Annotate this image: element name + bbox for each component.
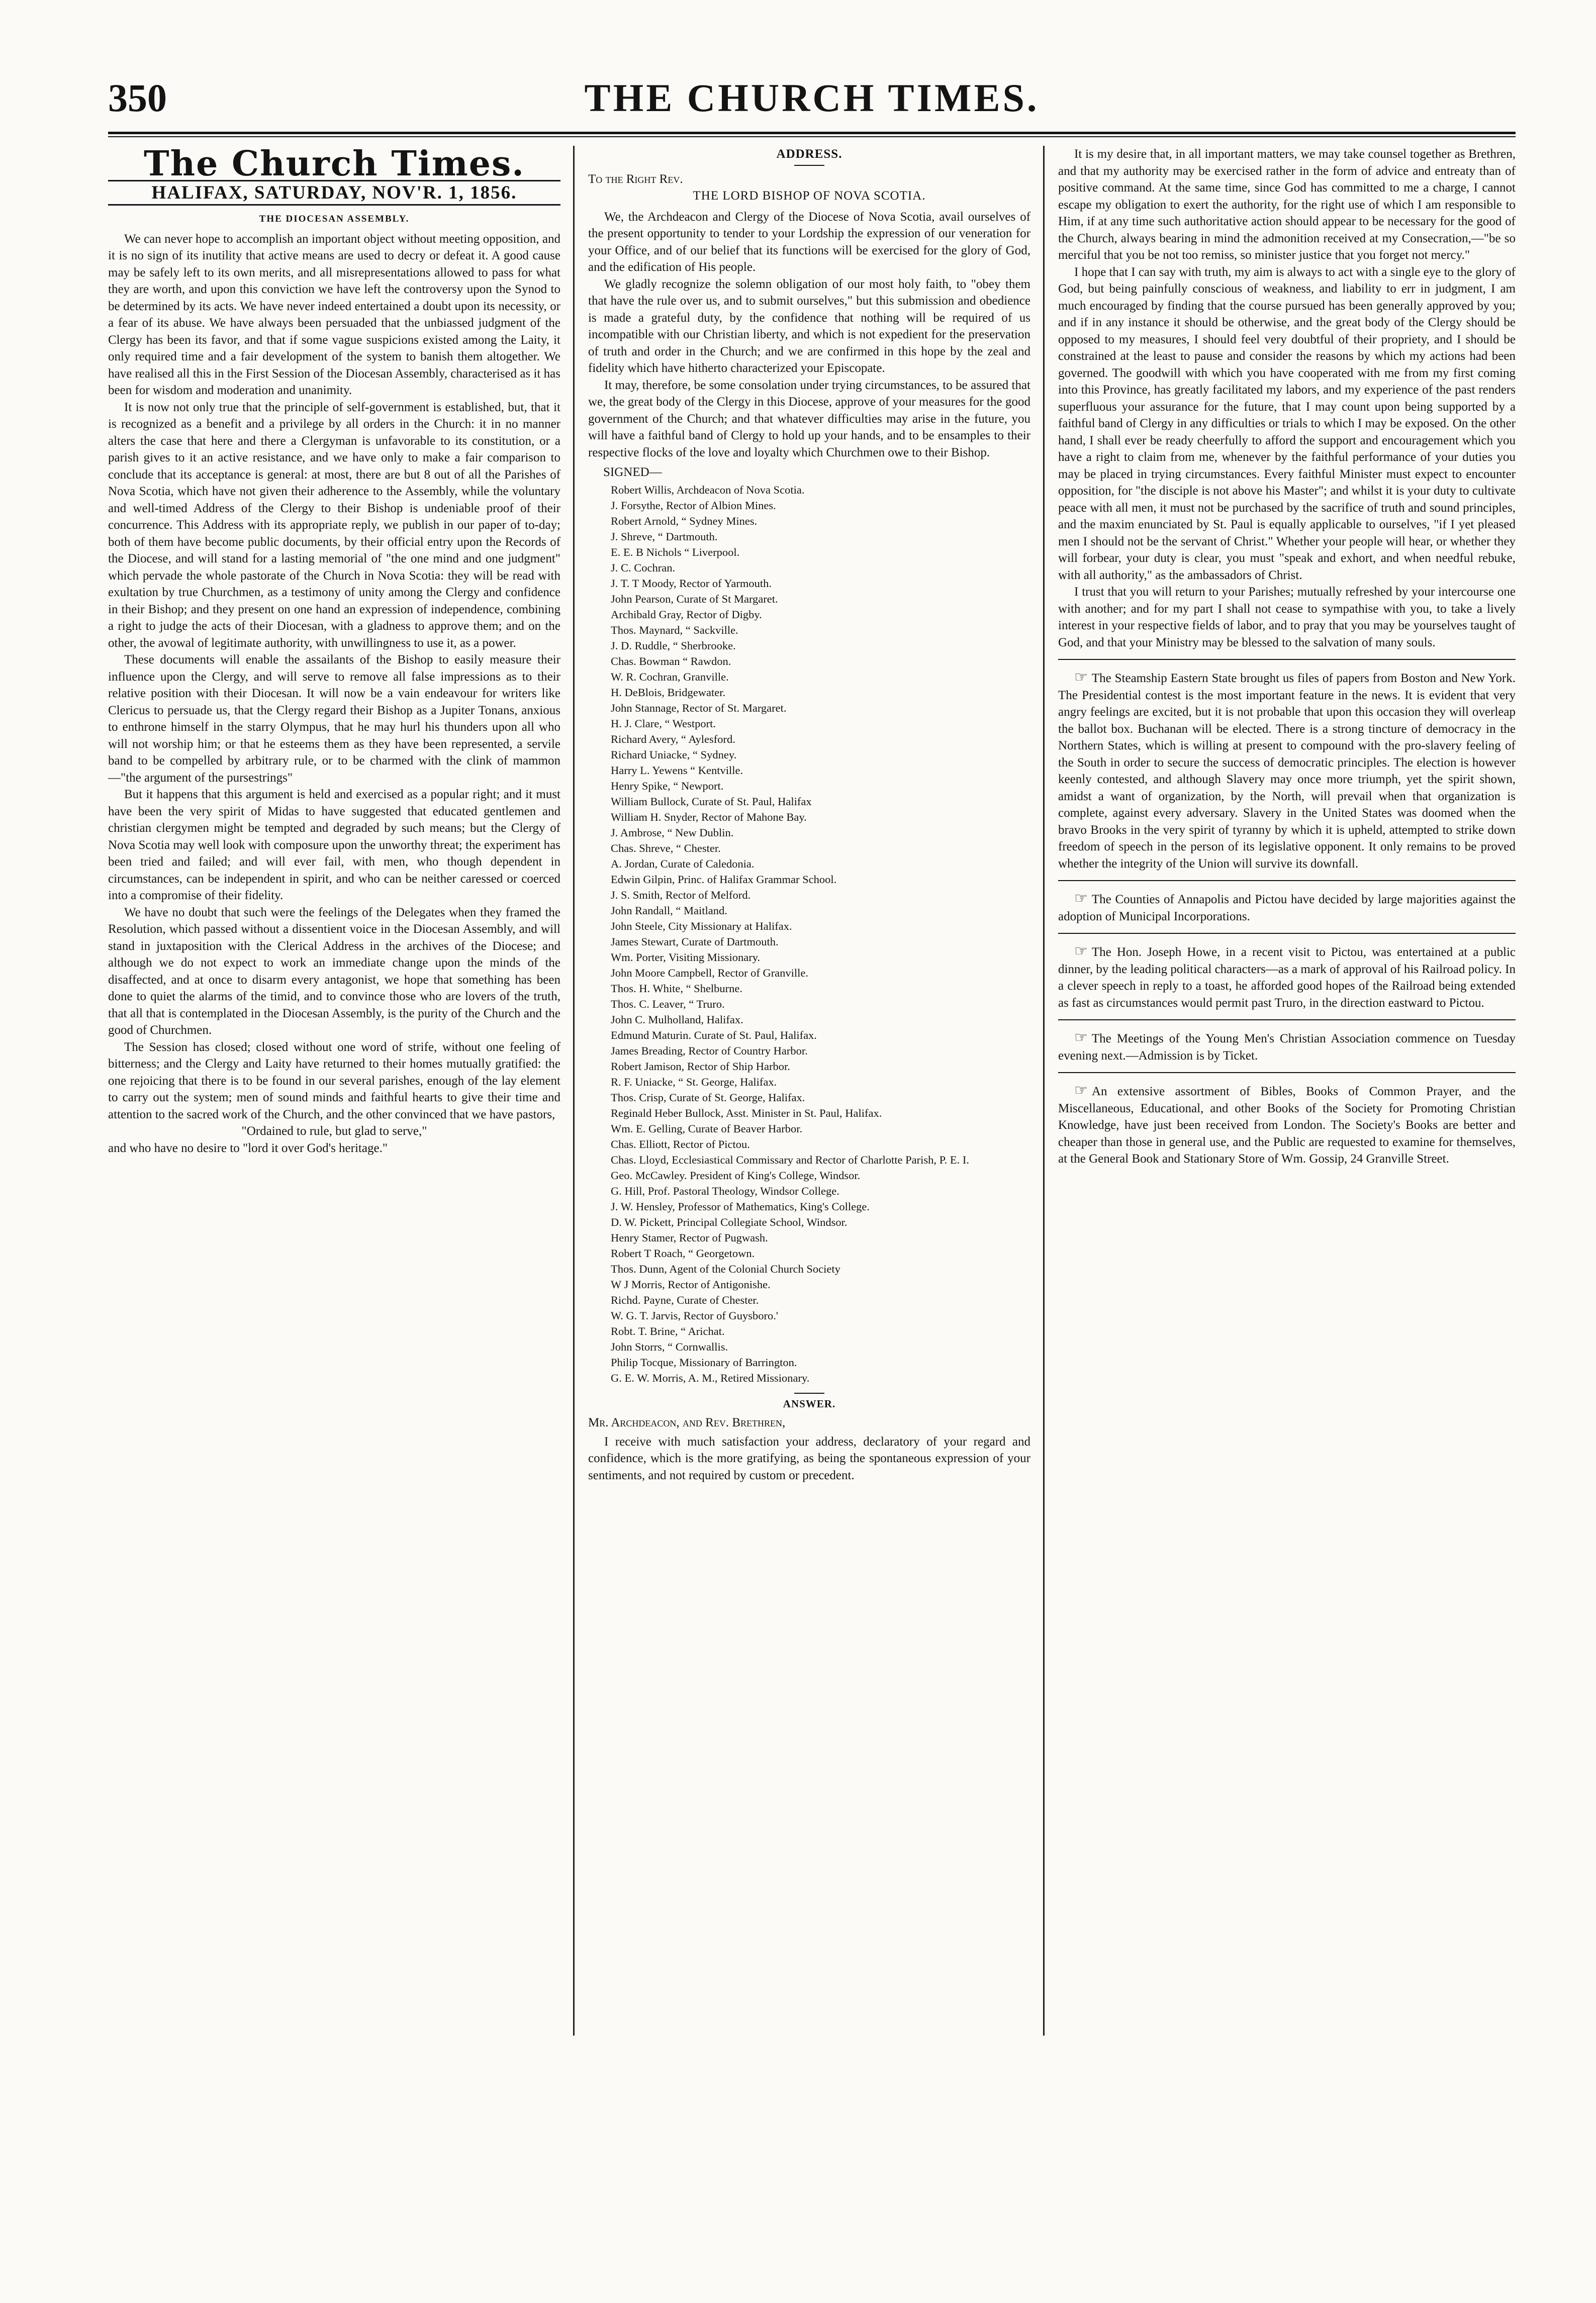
- signed-label: SIGNED—: [603, 465, 662, 479]
- masthead-title: The Church Times.: [144, 146, 525, 184]
- signatory: John Stannage, Rector of St. Margaret.: [611, 701, 787, 714]
- header-rule: [108, 132, 1516, 134]
- reply-paragraph: I hope that I can say with truth, my aim is always to act with a single eye to the glory of God, but being painfully conscious of weakness, and liability to err in judgment, I am much encouraged by finding that the course pursued has been generally approved by you; and if in any instance it should be otherwise, and the great body of the Clergy should be opposed to my measures, I should feel very doubtful of their propriety, and I should be constrained at the least to pause and consider the reasons by which my actions had been governed. The goodwill with which you have cooperated with me from my first coming into this Province, has greatly facilitated my labors, and my experience of the past renders superfluous your assurance for the future, that I may count upon being supported by a faithful band of Clergy in any difficulties or trials to which I may be exposed. On the other hand, I shall ever be ready cheerfully to afford the support and encouragement which you have a right to claim from me, whenever by the faithful performance of your duties you may be placed in trying circumstances. Every faithful Minister must expect to encounter opposition, for "the disciple is not above his Master"; and whilst it is your duty to cultivate peace with all men, it must not be purchased by the sacrifice of truth and sound principles, and the maxim enunciated by St. Paul is equally applicable to ourselves, "if I yet pleased men I should not be the servant of Christ." Whether your people will hear, or whether they will forbear, your duty is clear, you must "speak and exhort, and when needful rebuke, with all authority," as the ambassadors of Christ.: [1058, 265, 1516, 582]
- address-recipient-title: THE LORD BISHOP OF NOVA SCOTIA.: [693, 189, 926, 203]
- pointing-hand-icon: ☞: [1074, 1029, 1088, 1046]
- quotation: "Ordained to rule, but glad to serve,": [241, 1124, 427, 1138]
- signatory: Archibald Gray, Rector of Digby.: [611, 608, 762, 621]
- pointing-hand-icon: ☞: [1074, 669, 1088, 686]
- signatory: Robert Jamison, Rector of Ship Harbor.: [611, 1060, 790, 1073]
- signatory: A. Jordan, Curate of Caledonia.: [611, 857, 755, 870]
- signatory: Thos. Dunn, Agent of the Colonial Church Society: [611, 1262, 840, 1275]
- signatory: John Storrs, “ Cornwallis.: [611, 1340, 728, 1353]
- news-text: The Meetings of the Young Men's Christian Association commence on Tuesday evening next.—Admission is by Ticket.: [1058, 1032, 1516, 1063]
- paper-title: THE CHURCH TIMES.: [584, 76, 1040, 120]
- signatory: Geo. McCawley. President of King's College, Windsor.: [611, 1169, 861, 1182]
- signatory: Richard Uniacke, “ Sydney.: [611, 748, 737, 761]
- signatory: W. G. T. Jarvis, Rector of Guysboro.': [611, 1309, 778, 1322]
- signatory: Robert T Roach, “ Georgetown.: [611, 1246, 755, 1260]
- reply-paragraph: It is my desire that, in all important matters, we may take counsel together as Brethren, and that my authority may be exercised rather in the form of advice and entreaty than of positive command. At the same time, since God has committed to me a charge, I cannot escape my obligation to exert the authority, for the right use of which I am responsible to Him, if at any time such authoritative action should appear to be necessary for the good of the Church, always bearing in mind the admonition received at my Consecration,—"be so merciful that you be not too remiss, so minister justice that you forget not mercy.": [1058, 147, 1516, 262]
- news-item: [1058, 880, 1516, 925]
- signatory: John Pearson, Curate of St Margaret.: [611, 592, 778, 605]
- news-item: [1058, 1072, 1516, 1168]
- page-header: [108, 75, 1516, 131]
- newspaper-page: [108, 75, 1516, 2086]
- signatory: Reginald Heber Bullock, Asst. Minister in St. Paul, Halifax.: [611, 1106, 882, 1119]
- answer-heading: ANSWER.: [783, 1397, 836, 1410]
- signatory: Henry Stamer, Rector of Pugwash.: [611, 1231, 768, 1244]
- signatory: Edwin Gilpin, Princ. of Halifax Grammar School.: [611, 873, 837, 886]
- pointing-hand-icon: ☞: [1074, 943, 1088, 959]
- address-recipient: To the Right Rev.: [588, 172, 683, 186]
- article-subhead: THE DIOCESAN ASSEMBLY.: [259, 214, 410, 224]
- divider: [794, 1393, 824, 1394]
- pointing-hand-icon: ☞: [1074, 890, 1088, 907]
- address-paragraph: It may, therefore, be some consolation under trying circumstances, to be assured that we, the great body of the Clergy in this Diocese, approve of your measures for the good government of the Church; and that whatever difficulties may arise in the future, you will have a faithful band of Clergy to hold up your hands, and to be ensamples to their respective flocks of the love and loyalty which Churchmen owe to their Bishop.: [588, 378, 1030, 459]
- signatory: W J Morris, Rector of Antigonishe.: [611, 1278, 771, 1291]
- signatory: Chas. Bowman “ Rawdon.: [611, 654, 731, 667]
- divider: [794, 165, 824, 166]
- signatory: D. W. Pickett, Principal Collegiate School, Windsor.: [611, 1215, 848, 1228]
- signatory: E. E. B Nichols “ Liverpool.: [611, 545, 740, 558]
- article-paragraph: We can never hope to accomplish an important object without meeting opposition, and it is no sign of its inutility that active means are used to decry or defeat it. A good cause may be safely left to its own merits, and all misrepresentations allowed to pass for what they are worth, and upon this conviction we have left the controversy upon the Synod to be determined by its acts. We have never indeed entertained a doubt upon its necessity, or a fear of its abuse. We have always been persuaded that the unbiassed judgment of the Clergy has been its favor, and that if some vague suspicions existed among the Laity, it only required time and a fair development of the system to banish them altogether. We have realised all this in the First Session of the Diocesan Assembly, characterised as it has been for wisdom and moderation and unanimity.: [108, 232, 560, 397]
- article-paragraph: It is now not only true that the principle of self-government is established, but, that it is recognized as a benefit and a privilege by all orders in the Church: it in no manner alters the case that here and there a Clergyman is unfavorable to its constitution, or a parish gives to it an active resistance, and we have only to make a fair comparison to conclude that its acceptance is general: at most, there are but 8 out of all the Parishes of Nova Scotia, which have not given their adherence to the Assembly, while the voluntary and well-timed Address of the Clergy to their Bishop is undeniable proof of their concurrence. This Address with its appropriate reply, we publish in our paper of to-day; both of them have become public documents, by their official entry upon the Records of the Diocese, and will stand for a lasting memorial of "the one mind and one judgment" which pervade the whole pastorate of the Church in Nova Scotia: they will be read with exultation by true Churchmen, as a testimony of unity among the Clergy and confidence in their Bishop; and they present on one hand an expression of independence, combining a right to judge the acts of their Diocesan, with a gladness to approve them; and on the other, the avowal of legitimate authority, with unwillingness to use it, as a power.: [108, 400, 560, 650]
- column-divider: [1043, 146, 1045, 2036]
- signatory: William H. Snyder, Rector of Mahone Bay.: [611, 810, 807, 823]
- signatory: G. E. W. Morris, A. M., Retired Missionary.: [611, 1371, 810, 1384]
- signatory: John C. Mulholland, Halifax.: [611, 1013, 743, 1026]
- signatory: J. C. Cochran.: [611, 561, 676, 574]
- news-text: The Counties of Annapolis and Pictou have decided by large majorities against the adoption of Municipal Incorporations.: [1058, 893, 1516, 923]
- answer-salutation: Mr. Archdeacon, and Rev. Brethren,: [588, 1416, 786, 1429]
- signatory: J. Ambrose, “ New Dublin.: [611, 826, 734, 839]
- address-column: [588, 146, 1030, 2056]
- signatory: G. Hill, Prof. Pastoral Theology, Windsor College.: [611, 1184, 839, 1197]
- signatory: J. Forsythe, Rector of Albion Mines.: [611, 499, 776, 512]
- pointing-hand-icon: ☞: [1074, 1082, 1088, 1099]
- article-paragraph: The Session has closed; closed without one word of strife, without one feeling of bitterness; and the Clergy and Laity have returned to their homes mutually gratified: the one rejoicing that there is to be found in our several parishes, enough of the lay element to carry out the system; men of sound minds and faithful hearts to give their time and attention to the sacred work of the Church, and the other convinced that we have pastors,: [108, 1040, 560, 1121]
- address-heading: ADDRESS.: [776, 147, 842, 161]
- page-number: 350: [108, 76, 167, 120]
- signatory: Thos. H. White, “ Shelburne.: [611, 982, 743, 995]
- header-rule-thin: [108, 136, 1516, 137]
- signatory: Edmund Maturin. Curate of St. Paul, Halifax.: [611, 1028, 817, 1041]
- signatory: Richard Avery, “ Aylesford.: [611, 732, 735, 745]
- address-paragraph: We, the Archdeacon and Clergy of the Diocese of Nova Scotia, avail ourselves of the present opportunity to tender to your Lordship the expression of our veneration for your Office, and of our belief that its functions will be exercised for the glory of God, and the edification of His people.: [588, 210, 1030, 274]
- address-paragraph: We gladly recognize the solemn obligation of our most holy faith, to "obey them that have the rule over us, and to submit ourselves," but this submission and obedience is made a grateful duty, by the confidence that nothing will be required of us incompatible with our Christian liberty, and which is not expedient for the preservation of truth and order in the Church; and we are confirmed in this hope by the zeal and fidelity which have hitherto characterized your Episcopate.: [588, 277, 1030, 375]
- article-paragraph: But it happens that this argument is held and exercised as a popular right; and it must have been the very spirit of Midas to have suggested that educated gentlemen and christian clergymen might be tempted and degraded by such means; but the Clergy of Nova Scotia may well look with composure upon the unworthy threat; the experiment has been tried and failed; and will ever fail, with men, who though dependent in circumstances, can be independent in spirit, and who can be neither caressed or coerced into a compromise of their fidelity.: [108, 788, 560, 902]
- signatory: James Breading, Rector of Country Harbor.: [611, 1044, 808, 1057]
- signatory: Chas. Lloyd, Ecclesiastical Commissary and Rector of Charlotte Parish, P. E. I.: [611, 1153, 969, 1166]
- signatory: Harry L. Yewens “ Kentville.: [611, 763, 743, 777]
- signatory: Chas. Elliott, Rector of Pictou.: [611, 1137, 750, 1150]
- signatory: R. F. Uniacke, “ St. George, Halifax.: [611, 1075, 777, 1088]
- news-text: The Hon. Joseph Howe, in a recent visit to Pictou, was entertained at a public dinner, by the leading political characters—as a mark of approval of his Railroad policy. In a clever speech in reply to a toast, he afforded good hopes of the Railroad being extended as fast as circumstances would permit past Truro, in the direction eastward to Pictou.: [1058, 945, 1516, 1010]
- signatory: John Randall, “ Maitland.: [611, 904, 727, 917]
- signatory: J. W. Hensley, Professor of Mathematics, King's College.: [611, 1200, 870, 1213]
- signatory: H. J. Clare, “ Westport.: [611, 717, 716, 730]
- article-paragraph: and who have no desire to "lord it over God's heritage.": [108, 1141, 388, 1155]
- article-paragraph: We have no doubt that such were the feelings of the Delegates when they framed the Resolution, which passed without a dissentient voice in the Diocesan Assembly, and will stand in juxtaposition with the Clerical Address in the archives of the Diocese; and although we do not expect to work an immediate change upon the minds of the disaffected, and at once to disarm every antagonist, we hope that something has been done to quiet the alarms of the timid, and to convince those who are lovers of the truth, that all that is contemplated in the Diocesan Assembly, is the purity of the Church and the good of Churchmen.: [108, 905, 560, 1037]
- signatory: Robert Arnold, “ Sydney Mines.: [611, 514, 758, 527]
- signatory: Wm. E. Gelling, Curate of Beaver Harbor.: [611, 1122, 803, 1135]
- signatory-list: [611, 482, 1030, 1386]
- signatory: Philip Tocque, Missionary of Barrington.: [611, 1356, 797, 1369]
- signatory: Thos. C. Leaver, “ Truro.: [611, 997, 725, 1010]
- news-text: An extensive assortment of Bibles, Books of Common Prayer, and the Miscellaneous, Educational, and other Books of the Society for Promoting Christian Knowledge, have just been received from London. The Society's Books are better and cheaper than those in general use, and the Public are requested to examine for themselves, at the General Book and Stationary Store of Wm. Gossip, 24 Granville Street.: [1058, 1085, 1516, 1166]
- signatory: Robert Willis, Archdeacon of Nova Scotia.: [611, 483, 805, 496]
- signatory: J. D. Ruddle, “ Sherbrooke.: [611, 639, 736, 652]
- column-divider: [573, 146, 575, 2036]
- editorial-column: [108, 146, 560, 2056]
- signatory: Thos. Crisp, Curate of St. George, Halifax.: [611, 1091, 805, 1104]
- reply-and-news-column: [1058, 146, 1516, 2056]
- signatory: Robt. T. Brine, “ Arichat.: [611, 1324, 725, 1337]
- signatory: Thos. Maynard, “ Sackville.: [611, 623, 738, 636]
- signatory: Richd. Payne, Curate of Chester.: [611, 1293, 759, 1306]
- answer-paragraph: I receive with much satisfaction your address, declaratory of your regard and confidence, which is the more gratifying, as being the spontaneous expression of your sentiments, and not required by custom or precedent.: [588, 1434, 1030, 1482]
- signatory: J. Shreve, “ Dartmouth.: [611, 530, 718, 543]
- dateline: HALIFAX, SATURDAY, NOV'R. 1, 1856.: [108, 180, 560, 206]
- news-item: [1058, 933, 1516, 1011]
- signatory: J. S. Smith, Rector of Melford.: [611, 888, 751, 901]
- reply-paragraph: I trust that you will return to your Parishes; mutually refreshed by your intercourse one with another; and for my part I shall not cease to sympathise with you, to take a lively interest in your respective fields of labor, and to pray that you may be yourselves taught of God, and that your Ministry may be blessed to the salvation of many souls.: [1058, 585, 1516, 649]
- signatory: John Moore Campbell, Rector of Granville.: [611, 966, 809, 979]
- signatory: W. R. Cochran, Granville.: [611, 670, 729, 683]
- signatory: Henry Spike, “ Newport.: [611, 779, 724, 792]
- news-text: The Steamship Eastern State brought us files of papers from Boston and New York. The Presidential contest is the most important feature in the news. It is evident that very angry feelings are excited, but it is not probable that upon this occasion they will overleap the ballot box. Buchanan will be elected. There is a strong tincture of democracy in the Northern States, which is willing at present to compound with the pro-slavery feeling of the South in order to secure the success of democratic principles. The election is however keenly contested, and although Slavery may once more triumph, yet the spirit shown, amidst a want of organization, by the North, will prevail when that organization is complete, against every adversary. Slavery in the United States was doomed when the bravo Brooks in the very spirit of tyranny by which it is upheld, attempted to strike down freedom of speech in the person of its legislative opponent. It only remains to be proved whether the integrity of the Union will survive its downfall.: [1058, 671, 1516, 871]
- article-paragraph: These documents will enable the assailants of the Bishop to easily measure their influence upon the Clergy, and will serve to remove all false impressions as to their relative position with their Diocesan. It will now be a vain endeavour for writers like Clericus to persuade us, that the Clergy regard their Bishop as a Jupiter Tonans, anxious to enthrone himself in the starry Olympus, that he may hurl his thunders upon all who will not worship him; or that he esteems them as they have been represented, a servile band to be compelled by arbitrary rule, or to be charmed with the clink of mammon—"the argument of the pursestrings": [108, 653, 560, 785]
- signatory: Chas. Shreve, “ Chester.: [611, 841, 721, 854]
- signatory: John Steele, City Missionary at Halifax.: [611, 919, 792, 932]
- news-item: [1058, 1019, 1516, 1064]
- signatory: H. DeBlois, Bridgewater.: [611, 686, 726, 699]
- signatory: Wm. Porter, Visiting Missionary.: [611, 950, 761, 964]
- news-item: [1058, 659, 1516, 872]
- signatory: James Stewart, Curate of Dartmouth.: [611, 935, 779, 948]
- signatory: J. T. T Moody, Rector of Yarmouth.: [611, 577, 772, 590]
- signatory: William Bullock, Curate of St. Paul, Halifax: [611, 795, 812, 808]
